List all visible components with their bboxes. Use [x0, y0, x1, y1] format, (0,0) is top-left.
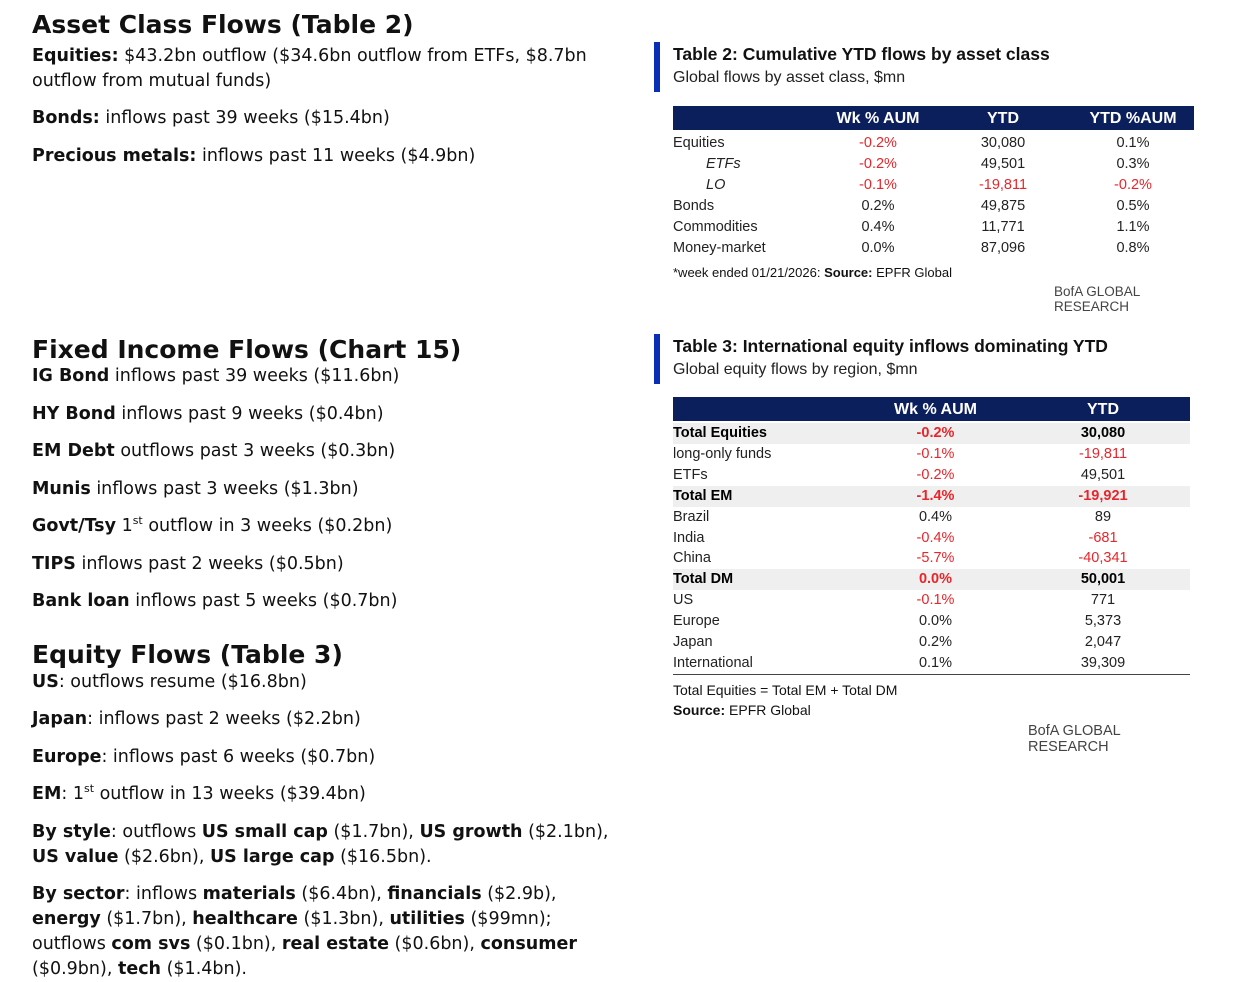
eq-us-item: [32, 670, 307, 695]
table-row: [673, 423, 1190, 444]
source-label: Source:: [824, 265, 873, 280]
row-label: ETFs: [673, 467, 708, 483]
cell-ytd: -681: [1088, 530, 1118, 546]
cell-wk: 0.4%: [918, 509, 953, 525]
asset-class-heading: Asset Class Flows (Table 2): [32, 10, 414, 39]
style-bold: US value: [32, 847, 119, 867]
source-text: EPFR Global: [725, 702, 811, 718]
header-ytd: YTD: [1087, 401, 1119, 418]
style-text: ($2.1bn),: [522, 822, 609, 842]
table-row: [673, 528, 1190, 549]
sector-text: ($99mn); outflows: [32, 909, 552, 954]
item-text: : inflows past 2 weeks ($2.2bn): [87, 709, 361, 729]
item-text: inflows past 2 weeks ($0.5bn): [75, 554, 344, 574]
table-note: Total Equities = Total EM + Total DM: [673, 682, 898, 698]
header-ytd-aum: YTD %AUM: [1089, 110, 1177, 127]
item-text: $43.2bn outflow ($34.6bn outflow from ETFs, $8.7bn outflow from mutual funds): [32, 46, 587, 91]
fi-bankloan-item: [32, 589, 397, 614]
sector-bold: com svs: [111, 934, 191, 954]
fi-em-item: [32, 439, 395, 464]
superscript: st: [132, 514, 143, 528]
cell-wk: -1.4%: [916, 488, 955, 504]
research-credit: BofA GLOBAL RESEARCH: [1054, 284, 1140, 314]
item-text: inflows past 9 weeks ($0.4bn): [115, 404, 384, 424]
fi-munis-item: [32, 477, 359, 502]
table-row: [673, 548, 1190, 569]
row-label: International: [673, 655, 753, 671]
table-row: [673, 217, 1194, 238]
table-3: [654, 334, 1194, 755]
item-label: US: [32, 672, 59, 692]
cell-wk: -0.1%: [859, 177, 897, 193]
row-label: Equities: [673, 135, 725, 151]
row-label: US: [673, 592, 694, 608]
row-label: LO: [706, 177, 726, 193]
row-label: Brazil: [673, 509, 710, 525]
sector-bold: energy: [32, 909, 101, 929]
style-bold: US large cap: [209, 847, 335, 867]
item-text: inflows past 39 weeks ($11.6bn): [109, 366, 400, 386]
sector-bold: utilities: [389, 909, 465, 929]
item-label: Munis: [32, 479, 91, 499]
asset-metals-item: [32, 144, 475, 169]
superscript: st: [83, 782, 95, 796]
eq-europe-item: [32, 745, 375, 770]
by-sector-paragraph: [32, 882, 617, 982]
table-source: [673, 702, 811, 718]
row-label: long-only funds: [673, 446, 772, 462]
table-row: [673, 569, 1190, 590]
row-label: Bonds: [673, 198, 715, 214]
cell-wk: -5.7%: [916, 550, 955, 566]
cell-wk: -0.2%: [916, 425, 955, 441]
accent-bar: [654, 334, 660, 384]
table-row: [673, 175, 1194, 196]
item-label: Equities:: [32, 46, 119, 66]
item-text: outflows past 3 weeks ($0.3bn): [114, 441, 396, 461]
table-row: [673, 444, 1190, 465]
cell-wk: -0.2%: [916, 467, 955, 483]
item-text: inflows past 11 weeks ($4.9bn): [196, 146, 476, 166]
sector-text: : inflows: [124, 884, 203, 904]
cell-ytd-aum: 1.1%: [1116, 219, 1150, 235]
fixed-income-heading: Fixed Income Flows (Chart 15): [32, 335, 462, 364]
style-label: By style: [32, 822, 111, 842]
equity-flows-heading: Equity Flows (Table 3): [32, 640, 343, 669]
item-text: inflows past 3 weeks ($1.3bn): [90, 479, 359, 499]
row-label: Total Equities: [673, 425, 767, 441]
row-label: Money-market: [673, 240, 766, 256]
item-text: : outflows resume ($16.8bn): [58, 672, 307, 692]
cell-ytd: -40,341: [1078, 550, 1128, 566]
sector-text: ($1.4bn).: [161, 959, 247, 979]
fi-govt-item: [32, 514, 392, 539]
item-text: : 1: [61, 784, 84, 804]
cell-ytd: 49,501: [1080, 467, 1126, 483]
cell-ytd-aum: -0.2%: [1114, 177, 1152, 193]
asset-equities-item: [32, 44, 592, 94]
row-label: Total DM: [673, 571, 734, 587]
sector-text: ($0.1bn),: [190, 934, 282, 954]
accent-bar: [654, 42, 660, 92]
header-ytd: YTD: [987, 110, 1019, 127]
row-label: Commodities: [673, 219, 758, 235]
sector-bold: financials: [387, 884, 482, 904]
cell-wk: 0.4%: [861, 219, 895, 235]
table-title: Table 2: Cumulative YTD flows by asset class: [673, 44, 1050, 64]
table-row: [673, 632, 1190, 653]
sector-text: ($2.9b),: [481, 884, 557, 904]
table-bottom-rule: [673, 674, 1190, 675]
item-text: inflows past 39 weeks ($15.4bn): [99, 108, 390, 128]
item-label: Bonds:: [32, 108, 100, 128]
item-label: Govt/Tsy: [32, 516, 116, 536]
table-row: [673, 590, 1190, 611]
cell-ytd: 39,309: [1080, 655, 1126, 671]
cell-wk: 0.0%: [918, 571, 953, 587]
row-label: India: [673, 530, 705, 546]
sector-bold: tech: [117, 959, 162, 979]
source-label: Source:: [673, 702, 726, 718]
cell-wk: 0.2%: [861, 198, 895, 214]
style-bold: US growth: [419, 822, 523, 842]
table-title-block: [654, 42, 1194, 89]
table-title-block: [654, 334, 1194, 381]
fi-ig-item: [32, 364, 399, 389]
table-subtitle: Global flows by asset class, $mn: [673, 69, 906, 86]
item-text: inflows past 5 weeks ($0.7bn): [129, 591, 398, 611]
row-label: Japan: [673, 634, 713, 650]
cell-wk: -0.4%: [916, 530, 955, 546]
cell-wk: -0.2%: [859, 156, 897, 172]
item-text: 1: [116, 516, 133, 536]
table-row: [673, 196, 1194, 217]
cell-ytd: 5,373: [1084, 613, 1122, 629]
sector-text: ($1.7bn),: [100, 909, 193, 929]
row-label: Europe: [673, 613, 720, 629]
table-row: [673, 611, 1190, 632]
item-text: outflow in 13 weeks ($39.4bn): [94, 784, 366, 804]
style-text: ($16.5bn).: [334, 847, 432, 867]
by-style-paragraph: [32, 820, 617, 870]
row-label: Total EM: [673, 488, 733, 504]
sector-text: ($0.9bn),: [32, 959, 118, 979]
cell-ytd: -19,921: [1078, 488, 1128, 504]
style-text: ($2.6bn),: [118, 847, 210, 867]
sector-label: By sector: [32, 884, 125, 904]
table-row: [673, 238, 1194, 259]
eq-em-item: [32, 782, 366, 807]
item-label: TIPS: [32, 554, 76, 574]
cell-ytd-aum: 0.3%: [1116, 156, 1150, 172]
sector-bold: healthcare: [192, 909, 298, 929]
sector-bold: consumer: [480, 934, 577, 954]
cell-ytd-aum: 0.5%: [1116, 198, 1150, 214]
sector-text: ($1.3bn),: [297, 909, 390, 929]
table-row: [673, 653, 1190, 674]
cell-ytd: 2,047: [1084, 634, 1122, 650]
item-label: Japan: [32, 709, 88, 729]
style-bold: US small cap: [201, 822, 328, 842]
cell-ytd: 30,080: [1080, 425, 1126, 441]
cell-wk: 0.2%: [918, 634, 953, 650]
table-title: Table 3: International equity inflows dominating YTD: [673, 336, 1108, 356]
item-text: outflow in 3 weeks ($0.2bn): [142, 516, 393, 536]
cell-wk: -0.1%: [916, 592, 955, 608]
item-label: Europe: [32, 747, 102, 767]
fi-tips-item: [32, 552, 344, 577]
table-row: [673, 154, 1194, 175]
cell-ytd: 89: [1094, 509, 1112, 525]
header-wk-aum: Wk % AUM: [894, 401, 977, 418]
item-text: : inflows past 6 weeks ($0.7bn): [101, 747, 376, 767]
row-label: ETFs: [706, 156, 741, 172]
eq-japan-item: [32, 707, 361, 732]
source-text: EPFR Global: [872, 265, 952, 280]
item-label: EM: [32, 784, 62, 804]
style-text: : outflows: [110, 822, 202, 842]
sector-text: ($6.4bn),: [295, 884, 388, 904]
cell-ytd: -19,811: [1078, 446, 1128, 462]
cell-ytd: 50,001: [1080, 571, 1126, 587]
sector-bold: real estate: [281, 934, 389, 954]
header-wk-aum: Wk % AUM: [836, 110, 920, 127]
cell-ytd: 771: [1090, 592, 1116, 608]
cell-wk: -0.1%: [916, 446, 955, 462]
cell-ytd: 30,080: [980, 135, 1026, 151]
table-row: [673, 486, 1190, 507]
cell-ytd: 49,875: [980, 198, 1026, 214]
cell-ytd-aum: 0.8%: [1116, 240, 1150, 256]
table-header: [673, 106, 1194, 130]
table-2: [654, 42, 1194, 312]
note-text: *week ended 01/21/2026:: [673, 265, 825, 280]
fi-hy-item: [32, 402, 384, 427]
table-row: [673, 465, 1190, 486]
row-label: China: [673, 550, 711, 566]
cell-ytd-aum: 0.1%: [1116, 135, 1150, 151]
cell-wk: 0.1%: [918, 655, 953, 671]
cell-wk: 0.0%: [861, 240, 895, 256]
sector-bold: materials: [202, 884, 296, 904]
cell-ytd: -19,811: [978, 177, 1028, 193]
item-label: Precious metals:: [32, 146, 197, 166]
table-row: [673, 507, 1190, 528]
sector-text: ($0.6bn),: [388, 934, 481, 954]
asset-bonds-item: [32, 106, 390, 131]
cell-wk: -0.2%: [859, 135, 897, 151]
table-note: [673, 265, 952, 280]
style-text: ($1.7bn),: [327, 822, 420, 842]
cell-wk: 0.0%: [918, 613, 953, 629]
table-row: [673, 133, 1194, 154]
item-label: Bank loan: [32, 591, 130, 611]
item-label: IG Bond: [32, 366, 110, 386]
table-subtitle: Global equity flows by region, $mn: [673, 361, 918, 378]
item-label: HY Bond: [32, 404, 116, 424]
cell-ytd: 49,501: [980, 156, 1026, 172]
item-label: EM Debt: [32, 441, 115, 461]
cell-ytd: 87,096: [980, 240, 1026, 256]
research-credit: BofA GLOBAL RESEARCH: [1028, 723, 1121, 755]
table-header: [673, 397, 1190, 421]
cell-ytd: 11,771: [981, 219, 1025, 235]
